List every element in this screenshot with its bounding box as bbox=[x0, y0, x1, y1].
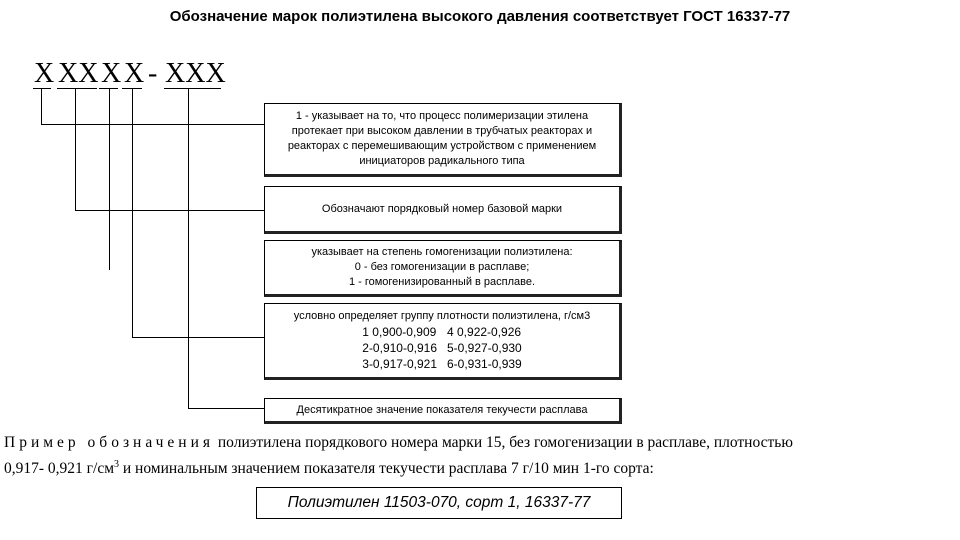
connector-base-number bbox=[76, 88, 265, 211]
box-melt-flow: Десятикратное значение показателя текучести расплава bbox=[264, 398, 622, 424]
connector-melt-flow bbox=[189, 88, 265, 409]
connector-process bbox=[42, 88, 265, 125]
code-group-4: X bbox=[124, 58, 145, 89]
code-group-3: X bbox=[101, 58, 122, 89]
code-separator: - bbox=[148, 58, 158, 89]
page-title: Обозначение марок полиэтилена высокого давления соответствует ГОСТ 16337-77 bbox=[169, 8, 791, 25]
code-group-2: XX bbox=[58, 58, 99, 89]
box-homogenization: указывает на степень гомогенизации полиэтилена: 0 - без гомогенизации в расплаве; 1 - гомогенизированный в расплаве. bbox=[264, 240, 622, 297]
box-process: 1 - указывает на то, что процесс полимеризации этилена протекает при высоком давлении в трубчатых реакторах и реакторах с перемешивающим устройством с применением инициаторов радикального типа bbox=[264, 103, 622, 177]
code-group-1: X bbox=[34, 58, 55, 89]
density-groups: 1 0,900-0,909 4 0,922-0,926 2-0,910-0,916 5-0,927-0,930 3-0,917-0,921 6-0,931-0,939 bbox=[362, 325, 522, 371]
example-lead: Пример обозначения bbox=[4, 434, 215, 451]
connector-density bbox=[133, 88, 265, 338]
example-line-1: полиэтилена порядкового номера марки 15, без гомогенизации в расплаве, плотностью bbox=[214, 434, 793, 451]
code-group-5: XXX bbox=[165, 58, 226, 89]
example-result: Полиэтилен 11503-070, сорт 1, 16337-77 bbox=[256, 487, 622, 519]
box-density: условно определяет группу плотности полиэтилена, г/см3 1 0,900-0,909 4 0,922-0,926 2-0,910-0,916 5-0,927-0,930 3-0,917-0,921 6-0,931-0,939 bbox=[264, 303, 622, 380]
example-paragraph: Пример обозначения полиэтилена порядкового номера марки 15, без гомогенизации в расплаве, плотностью 0,917- 0,921 $г/см^3$ и номинальным значением показателя текучести расплава 7 г/10 мин 1-го сорта: bbox=[4, 434, 793, 478]
box-base-number: Обозначают порядковый номер базовой марки bbox=[264, 186, 622, 234]
